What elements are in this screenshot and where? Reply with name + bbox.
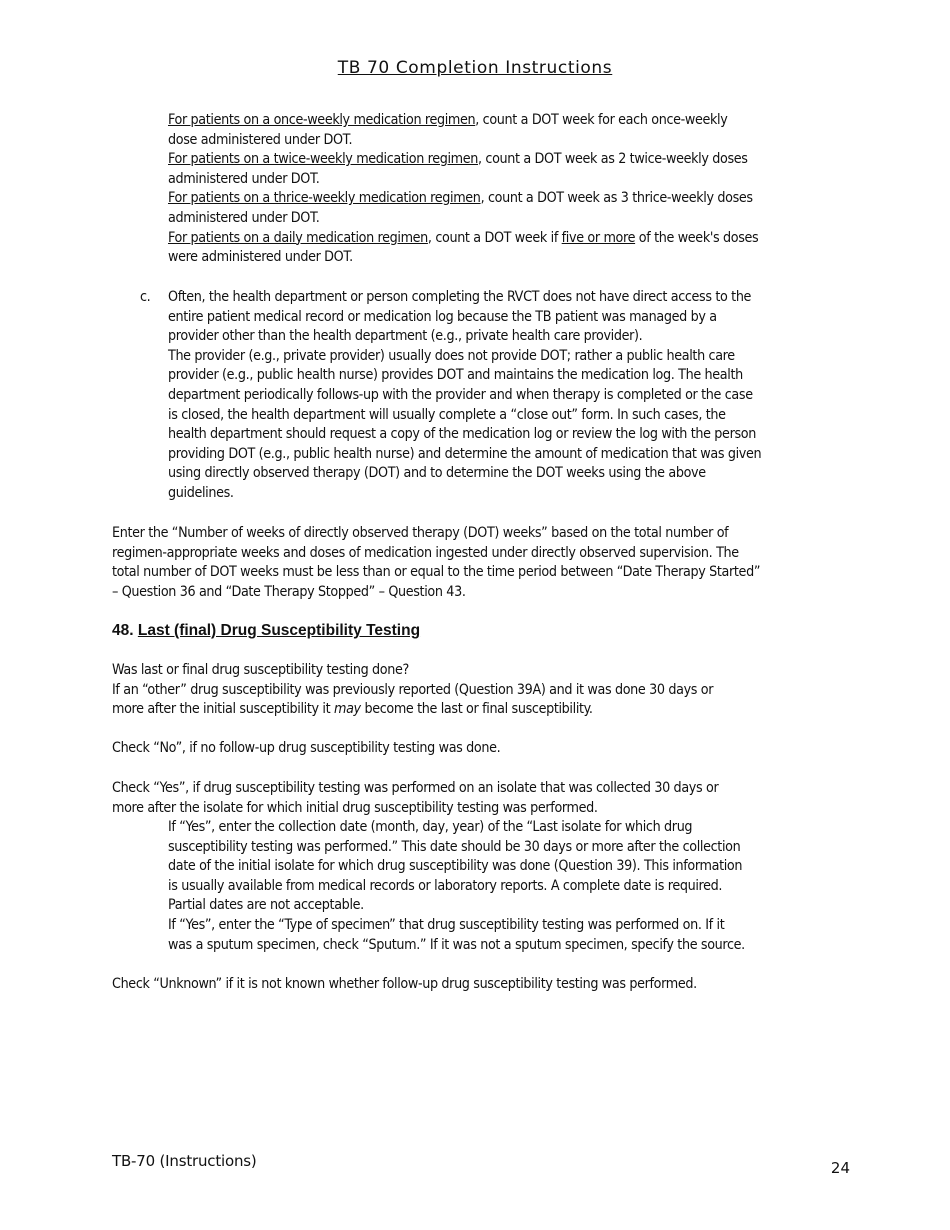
page-title: TB 70 Completion Instructions <box>337 58 613 78</box>
check-no-instruction: Check “No”, if no follow-up drug susceptibility testing was done. <box>112 740 501 756</box>
question-text: Was last or final drug susceptibility testing done? <box>112 662 409 678</box>
regimen-once-weekly-cont: dose administered under DOT. <box>168 131 353 148</box>
regimen-daily: For patients on a daily medication regimen, count a DOT week if five or more of the week's doses <box>168 229 759 246</box>
regimen-once-weekly: For patients on a once-weekly medication regimen, count a DOT week for each once-weekly <box>168 112 728 128</box>
regimen-thrice-weekly: For patients on a thrice-weekly medication regimen, count a DOT week as 3 thrice-weekly doses <box>168 190 753 207</box>
section-48-heading: 48. Last (final) Drug Susceptibility Testing <box>112 622 421 639</box>
yes-details: If “Yes”, enter the collection date (month, day, year) of the “Last isolate for which drug susceptibility testing was performed.” This date should be 30 days or more after the collection date of the initial isolate for which drug susceptibility was done (Question 39). This information is usually available from medical records or laboratory reports. A complete date is required. Partial dates are not acceptable. If “Yes”, enter the “Type of specimen” that drug susceptibility testing was performed on. If it was a sputum specimen, check “Sputum.” If it was not a sputum specimen, specify the source. <box>168 819 745 953</box>
item-c-text: Often, the health department or person completing the RVCT does not have direct access to the entire patient medical record or medication log because the TB patient was managed by a provider other than the health department (e.g., private health care provider). The provider (e.g., private provider) usually does not provide DOT; rather a public health care provider (e.g., public health nurse) provides DOT and maintains the medication log. The health department periodically follows-up with the provider and when therapy is completed or the case is closed, the health department will usually complete a “close out” form. In such cases, the health department should request a copy of the medication log or review the log with the person providing DOT (e.g., public health nurse) and determine the amount of medication that was given using directly observed therapy (DOT) and to determine the DOT weeks using the above guidelines. <box>168 289 762 501</box>
check-unknown-instruction: Check “Unknown” if it is not known whether follow-up drug susceptibility testing was performed. <box>112 976 697 992</box>
page-number: 24 <box>830 1159 850 1177</box>
check-yes-instruction: Check “Yes”, if drug susceptibility testing was performed on an isolate that was collected 30 days or more after the isolate for which initial drug susceptibility testing was performed. <box>112 780 719 816</box>
regimen-twice-weekly: For patients on a twice-weekly medication regimen, count a DOT week as 2 twice-weekly doses <box>168 151 748 168</box>
regimen-thrice-weekly-cont: administered under DOT. <box>168 209 320 226</box>
list-marker-c: c. <box>140 289 151 305</box>
regimen-twice-weekly-cont: administered under DOT. <box>168 170 320 187</box>
regimen-list <box>168 111 843 268</box>
dot-weeks-paragraph: Enter the “Number of weeks of directly observed therapy (DOT) weeks” based on the total number of regimen-appropriate weeks and doses of medication ingested under directly observed supervision. The total number of DOT weeks must be less than or equal to the time period between “Date Therapy Started” – Question 36 and “Date Therapy Stopped” – Question 43. <box>112 525 761 600</box>
regimen-daily-cont: were administered under DOT. <box>168 249 353 266</box>
question-paragraph: Was last or final drug susceptibility testing done? If an “other” drug susceptibility was previously reported (Question 39A) and it was done 30 days or more after the initial susceptibility it may become the last or final susceptibility. <box>112 661 847 720</box>
footer-form-label: TB-70 (Instructions) <box>112 1152 257 1170</box>
